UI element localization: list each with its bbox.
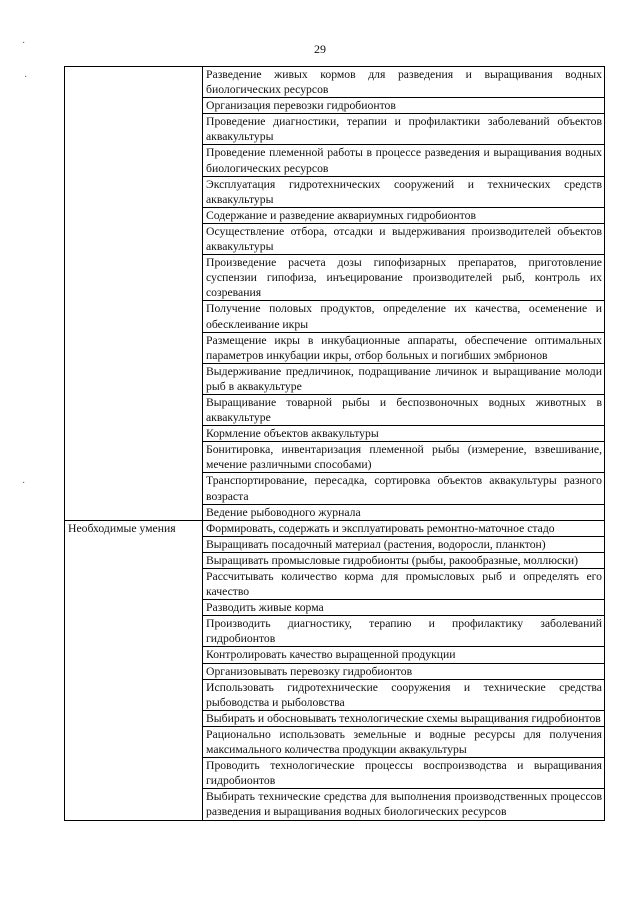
labor-action-item: Проведение диагностики, терапии и профилактики заболеваний объектов аквакультуры <box>203 114 605 145</box>
skill-item: Выращивать промысловые гидробионты (рыбы, ракообразные, моллюски) <box>203 552 605 568</box>
labor-action-item: Ведение рыбоводного журнала <box>203 504 605 520</box>
skill-item: Производить диагностику, терапию и профилактику заболеваний гидробионтов <box>203 616 605 647</box>
labor-action-item: Проведение племенной работы в процессе разведения и выращивания водных биологических ресурсов <box>203 145 605 176</box>
table-row <box>65 520 605 536</box>
requirements-table-body <box>65 67 605 821</box>
labor-action-item: Транспортирование, пересадка, сортировка объектов аквакультуры разного возраста <box>203 473 605 504</box>
labor-action-item: Произведение расчета дозы гипофизарных препаратов, приготовление суспензии гипофиза, инъецирование производителей рыб, контроль их созревания <box>203 255 605 301</box>
labor-action-item: Выращивание товарной рыбы и беспозвоночных водных животных в аквакультуре <box>203 394 605 425</box>
labor-action-item: Разведение живых кормов для разведения и выращивания водных биологических ресурсов <box>203 67 605 98</box>
skill-item: Проводить технологические процессы воспроизводства и выращивания гидробионтов <box>203 758 605 789</box>
labor-action-item: Осуществление отбора, отсадки и выдерживания производителей объектов аквакультуры <box>203 223 605 254</box>
skill-item: Рассчитывать количество корма для промысловых рыб и определять его качество <box>203 569 605 600</box>
skill-item: Организовывать перевозку гидробионтов <box>203 663 605 679</box>
skills-label: Необходимые умения <box>65 520 203 820</box>
skill-item: Выращивать посадочный материал (растения, водоросли, планктон) <box>203 536 605 552</box>
skill-item: Формировать, содержать и эксплуатировать ремонтно-маточное стадо <box>203 520 605 536</box>
skill-item: Выбирать и обосновывать технологические схемы выращивания гидробионтов <box>203 710 605 726</box>
labor-actions-label-cell <box>65 67 203 521</box>
table-row <box>65 67 605 98</box>
margin-dot: · <box>22 38 26 49</box>
margin-dot: · <box>22 478 26 489</box>
skill-item: Разводить живые корма <box>203 600 605 616</box>
labor-action-item: Выдерживание предличинок, подращивание личинок и выращивание молоди рыб в аквакультуре <box>203 363 605 394</box>
skill-item: Выбирать технические средства для выполнения производственных процессов разведения и выращивания водных биологических ресурсов <box>203 789 605 820</box>
skill-item: Контролировать качество выращенной продукции <box>203 647 605 663</box>
skill-item: Рационально использовать земельные и водные ресурсы для получения максимального количества продукции аквакультуры <box>203 726 605 757</box>
labor-action-item: Организация перевозки гидробионтов <box>203 98 605 114</box>
labor-action-item: Кормление объектов аквакультуры <box>203 426 605 442</box>
labor-action-item: Размещение икры в инкубационные аппараты, обеспечение оптимальных параметров инкубации икры, отбор больных и погибших эмбрионов <box>203 332 605 363</box>
skill-item: Использовать гидротехнические сооружения и технические средства рыбоводства и рыболовства <box>203 679 605 710</box>
requirements-table <box>64 66 605 821</box>
labor-action-item: Получение половых продуктов, определение их качества, осеменение и обесклеивание икры <box>203 301 605 332</box>
page-number: 29 <box>314 42 326 56</box>
labor-action-item: Содержание и разведение аквариумных гидробионтов <box>203 207 605 223</box>
labor-action-item: Бонитировка, инвентаризация племенной рыбы (измерение, взвешивание, мечение различными способами) <box>203 442 605 473</box>
labor-action-item: Эксплуатация гидротехнических сооружений и технических средств аквакультуры <box>203 176 605 207</box>
margin-dot: · <box>24 72 28 83</box>
